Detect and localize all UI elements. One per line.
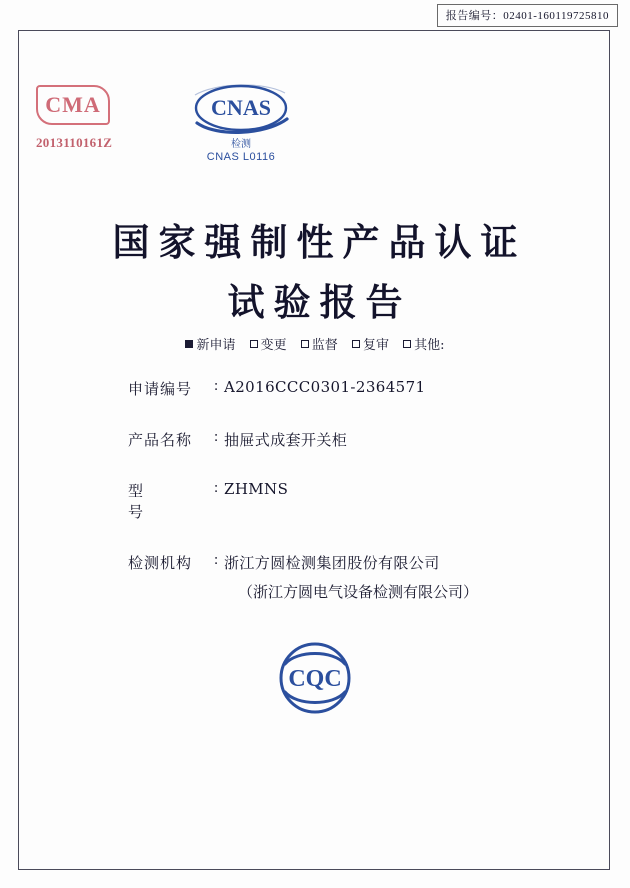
field-value: 抽屉式成套开关柜 bbox=[224, 431, 348, 449]
page-title: 国家强制性产品认证 bbox=[112, 220, 527, 264]
checkbox-icon[interactable] bbox=[301, 340, 309, 348]
option-label: 新申请 bbox=[196, 338, 236, 353]
svg-text:CNAS: CNAS bbox=[211, 95, 271, 120]
option-other[interactable] bbox=[403, 334, 444, 353]
cma-code: 2013110161Z bbox=[36, 135, 113, 150]
report-number-label: 报告编号： bbox=[445, 10, 504, 22]
cqc-seal bbox=[0, 630, 630, 726]
cma-badge-icon bbox=[36, 85, 110, 125]
field-model bbox=[0, 480, 630, 522]
checkbox-icon[interactable] bbox=[403, 340, 411, 348]
option-label: 其他: bbox=[414, 338, 445, 353]
field-colon: : bbox=[214, 429, 219, 445]
cma-label: CMA bbox=[45, 92, 101, 117]
field-colon: : bbox=[214, 480, 219, 496]
checkbox-icon[interactable] bbox=[185, 340, 193, 348]
field-label: 检测机构 bbox=[128, 554, 193, 572]
page-subtitle: 试验报告 bbox=[227, 280, 412, 324]
field-list bbox=[0, 378, 630, 630]
field-value: A2016CCC0301-2364571 bbox=[224, 378, 426, 396]
report-number-value: 02401-160119725810 bbox=[503, 10, 609, 22]
option-review[interactable] bbox=[352, 334, 389, 353]
field-label: 申请编号 bbox=[128, 380, 193, 398]
cnas-code: CNAS L0116 bbox=[206, 151, 276, 163]
option-label: 监督 bbox=[311, 338, 338, 353]
option-supervision[interactable] bbox=[301, 334, 338, 353]
cnas-mark bbox=[176, 79, 306, 163]
accreditation-marks bbox=[36, 85, 336, 185]
application-type-options bbox=[0, 334, 630, 353]
field-colon: : bbox=[214, 378, 219, 394]
field-colon: : bbox=[214, 552, 219, 568]
field-testing-organization bbox=[0, 552, 630, 573]
option-new-application[interactable] bbox=[185, 334, 235, 353]
cnas-oval-icon bbox=[187, 79, 295, 133]
field-testing-organization-secondary: （浙江方圆电气设备检测有限公司） bbox=[238, 583, 479, 601]
checkbox-icon[interactable] bbox=[250, 340, 258, 348]
cnas-sub-label: 检测 bbox=[231, 139, 251, 150]
option-label: 变更 bbox=[260, 338, 287, 353]
checkbox-icon[interactable] bbox=[352, 340, 360, 348]
field-product-name bbox=[0, 429, 630, 450]
field-value: ZHMNS bbox=[224, 480, 289, 498]
svg-text:CQC: CQC bbox=[288, 666, 342, 692]
option-change[interactable] bbox=[250, 334, 287, 353]
report-number-box bbox=[437, 4, 618, 27]
cma-mark bbox=[36, 85, 112, 151]
field-label: 产品名称 bbox=[128, 431, 193, 449]
option-label: 复审 bbox=[362, 338, 389, 353]
field-label: 型 号 bbox=[128, 482, 166, 521]
cqc-logo-icon bbox=[267, 630, 363, 726]
field-application-number bbox=[0, 378, 630, 399]
field-value: 浙江方圆检测集团股份有限公司 bbox=[224, 554, 440, 572]
